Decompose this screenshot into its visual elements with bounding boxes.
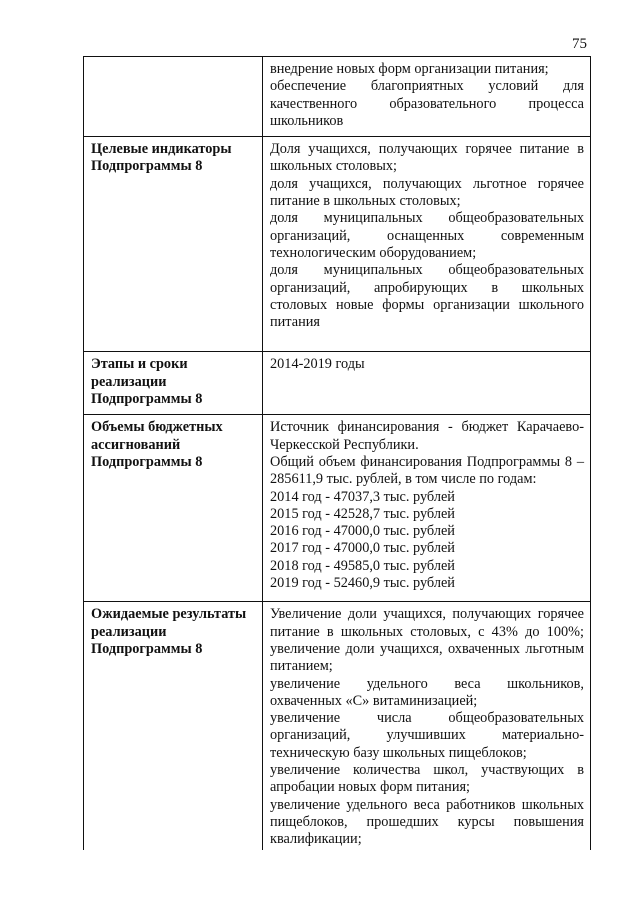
table-row <box>84 137 591 352</box>
row-value <box>263 57 591 137</box>
value-line: Доля учащихся, получающих горячее питание в школьных столовых; <box>270 141 584 175</box>
table-row <box>84 352 591 415</box>
row-value <box>263 352 591 415</box>
value-line: 2018 год - 49585,0 тыс. рублей <box>270 557 455 574</box>
table-row <box>84 602 591 851</box>
subprogram-passport-table <box>83 56 591 850</box>
value-line: 2014 год - 47037,3 тыс. рублей <box>270 488 455 505</box>
row-label <box>84 57 263 137</box>
row-label: Этапы и сроки реализации Подпрограммы 8 <box>84 352 263 415</box>
row-value <box>263 137 591 352</box>
value-line: 2014-2019 годы <box>270 356 365 373</box>
value-line: 2016 год - 47000,0 тыс. рублей <box>270 523 455 540</box>
row-label: Объемы бюджетных ассигнований Подпрограммы 8 <box>84 415 263 602</box>
value-line: увеличение числа общеобразовательных организаций, улучшивших материально-техническую базу школьных пищеблоков; <box>270 710 584 761</box>
value-line: доля муниципальных общеобразовательных организаций, апробирующих в школьных столовых новые формы организации школьного питания <box>270 262 584 331</box>
row-label: Целевые индикаторы Подпрограммы 8 <box>84 137 263 352</box>
value-line: Источник финансирования - бюджет Карачаево-Черкесской Республики. <box>270 419 584 453</box>
value-line: 2017 год - 47000,0 тыс. рублей <box>270 540 455 557</box>
table-row <box>84 57 591 137</box>
value-line: обеспечение благоприятных условий для качественного образовательного процесса школьников <box>270 78 584 129</box>
value-line: увеличение количества школ, участвующих в апробации новых форм питания; <box>270 761 584 796</box>
page-number: 75 <box>572 36 587 52</box>
value-line: Общий объем финансирования Подпрограммы 8 – 285611,9 тыс. рублей, в том числе по годам: <box>270 453 584 488</box>
value-line: увеличение удельного веса работников школьных пищеблоков, прошедших курсы повышения квалификации; <box>270 796 584 848</box>
value-line: 2015 год - 42528,7 тыс. рублей <box>270 505 455 522</box>
value-line: доля муниципальных общеобразовательных организаций, оснащенных современным технологическим оборудованием; <box>270 210 584 261</box>
value-line: доля учащихся, получающих льготное горячее питание в школьных столовых; <box>270 175 584 210</box>
value-line: внедрение новых форм организации питания; <box>270 61 549 77</box>
value-line: 2019 год - 52460,9 тыс. рублей <box>270 575 455 592</box>
table-row <box>84 415 591 602</box>
row-label: Ожидаемые результаты реализации Подпрограммы 8 <box>84 602 263 851</box>
value-line: Увеличение доли учащихся, получающих горячее питание в школьных столовых, с 43% до 100%; увеличение доли учащихся, охваченных льготным питанием; <box>270 606 584 675</box>
value-line: увеличение удельного веса школьников, охваченных «С» витаминизацией; <box>270 675 584 709</box>
row-value <box>263 602 591 851</box>
row-value <box>263 415 591 602</box>
